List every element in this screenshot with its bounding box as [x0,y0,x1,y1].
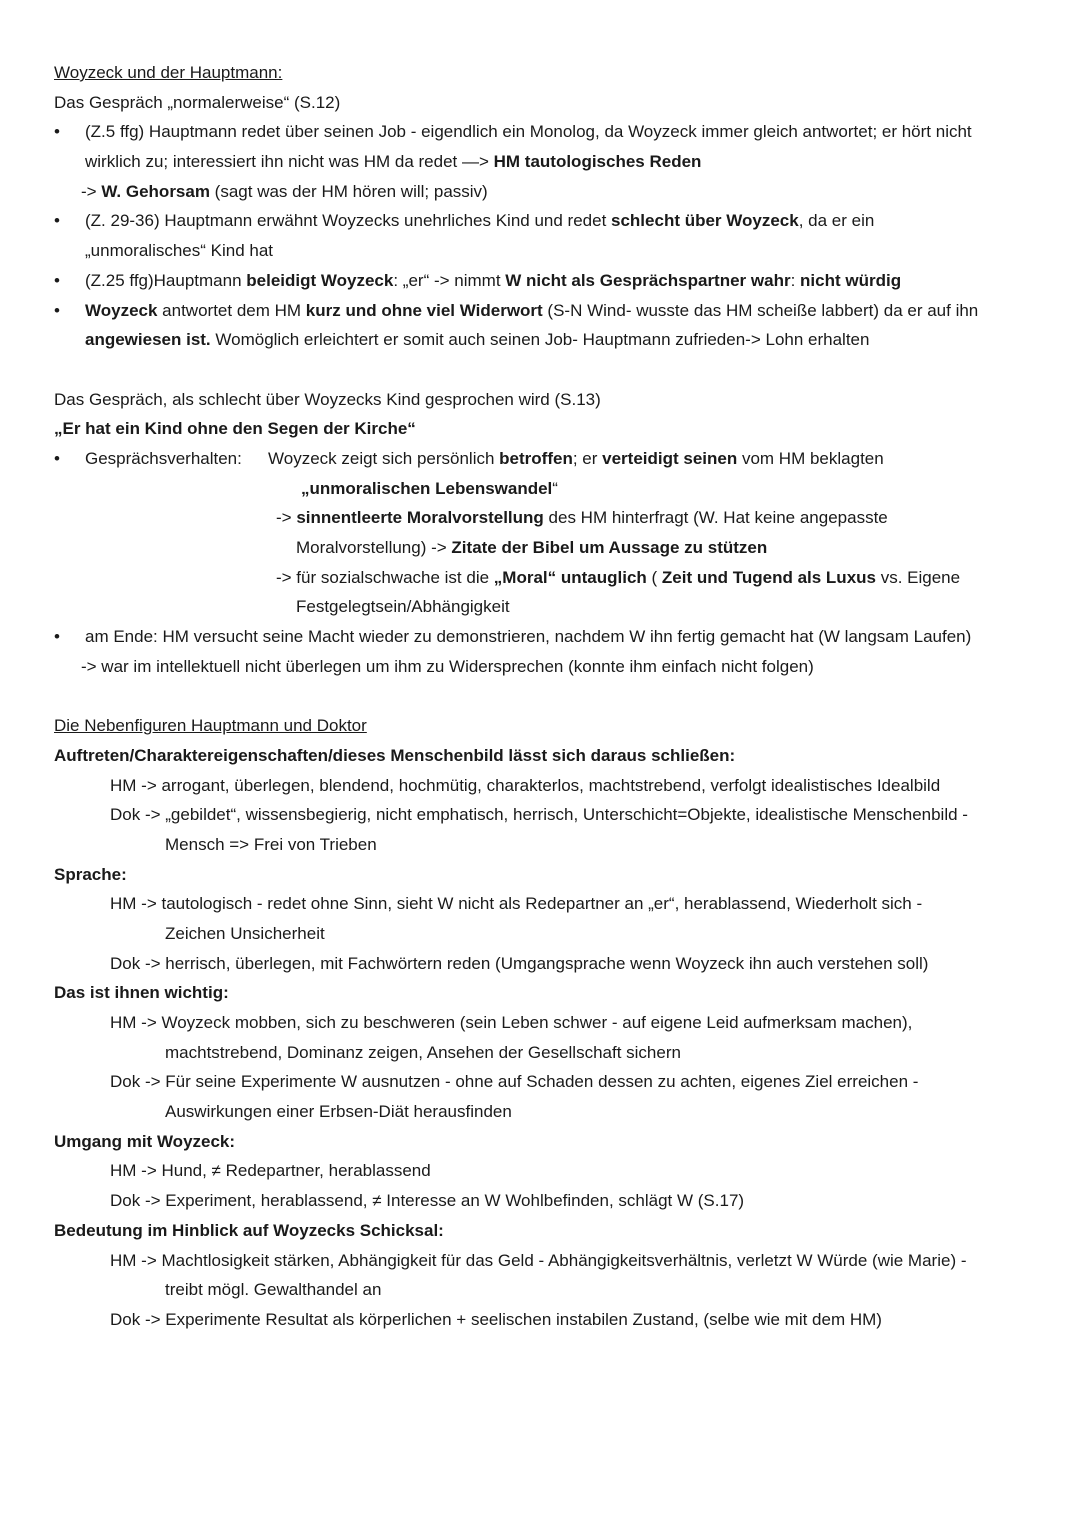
entry-dok: Dok -> Experimente Resultat als körperlichen + seelischen instabilen Zustand, (selbe wie mit dem HM) [110,1309,882,1329]
bold-text: kurz und ohne viel Widerwort [305,300,543,320]
label-text: Gesprächsverhalten: [85,448,242,468]
entry-hm: HM -> arrogant, überlegen, blendend, hochmütig, charakterlos, machtstrebend, verfolgt idealistisches Idealbild [110,775,941,795]
text: -> [81,181,102,201]
bullet-continuation: -> war im intellektuell nicht überlegen um ihm zu Widersprechen (konnte ihm einfach nicht folgen) [81,656,814,676]
entry-continuation: Mensch => Frei von Trieben [165,834,377,854]
entry-hm: HM -> tautologisch - redet ohne Sinn, sieht W nicht als Redepartner an „er“, herablassend, Wiederholt sich - [110,894,923,914]
bold-text: W nicht als Gesprächspartner wahr [505,270,791,290]
entry-continuation: machtstrebend, Dominanz zeigen, Ansehen der Gesellschaft sichern [165,1042,681,1062]
text: Woyzeck zeigt sich persönlich [268,448,500,468]
document-page [54,58,1044,1335]
text: vom HM beklagten [737,448,884,468]
text: Womöglich erleichtert er somit auch seinen Job- Hauptmann zufrieden-> Lohn erhalten [210,330,870,350]
bold-text: nicht würdig [800,270,902,290]
entry-dok: Dok -> herrisch, überlegen, mit Fachwörtern reden (Umgangsprache wenn Woyzeck ihn auch verstehen soll) [110,953,929,973]
text: am Ende: HM versucht seine Macht wieder zu demonstrieren, nachdem W ihn fertig gemacht hat (W langsam Laufen) [85,627,972,647]
bullet-icon: • [54,300,60,320]
entry-hm: HM -> Woyzeck mobben, sich zu beschweren (sein Leben schwer - auf eigene Leid aufmerksam machen), [110,1013,913,1032]
entry-dok: Dok -> Experiment, herablassend, ≠ Interesse an W Wohlbefinden, schlägt W (S.17) [110,1191,745,1211]
entry-hm: HM -> Machtlosigkeit stärken, Abhängigkeit für das Geld - Abhängigkeitsverhältnis, verletzt W Würde (wie Marie) - [110,1250,967,1270]
spacer [54,355,1044,385]
heading-sprache: Sprache: [54,864,127,884]
text: (Z.25 ffg)Hauptmann [85,270,247,290]
bullet-item-gespraechsverhalten [54,444,1044,474]
heading-wichtig: Das ist ihnen wichtig: [54,983,229,1003]
text: -> [276,508,297,528]
bold-text: „Moral“ untauglich [493,567,647,587]
bullet-continuation [54,533,1044,563]
bullet-continuation: „unmoralisches“ Kind hat [85,241,274,261]
text: -> für sozialschwache ist die [276,567,494,587]
bullet-item-antwortet-kurz [54,296,1044,326]
bold-text: verteidigt seinen [602,448,738,468]
section-title-kind-gespraech: Das Gespräch, als schlecht über Woyzecks Kind gesprochen wird (S.13) [54,389,601,409]
bold-text: Zitate der Bibel um Aussage zu stützen [451,538,768,557]
entry-continuation: treibt mögl. Gewalthandel an [165,1280,382,1300]
bullet-item-am-ende [54,622,1044,652]
bullet-continuation: Festgelegtsein/Abhängigkeit [296,597,510,617]
text: des HM hinterfragt (W. Hat keine angepasste [543,508,888,528]
bullet-icon: • [54,627,60,647]
text: “ [552,478,558,498]
text: (Z.5 ffg) Hauptmann redet über seinen Job - eigendlich ein Monolog, da Woyzeck immer gleich antwortet; er hört nicht [85,122,972,142]
bullet-icon: • [54,270,60,290]
section-subtitle-normal-conversation: Das Gespräch „normalerweise“ (S.12) [54,92,341,112]
spacer [54,681,1044,711]
entry-hm: HM -> Hund, ≠ Redepartner, herablassend [110,1161,431,1181]
entry-dok: Dok -> Für seine Experimente W ausnutzen - ohne auf Schaden dessen zu achten, eigenes Ziel erreichen - [110,1072,919,1092]
bullet-item-beleidigt [54,266,1044,296]
bullet-item-monolog [54,117,1044,147]
bold-text: beleidigt Woyzeck [246,270,394,290]
bullet-continuation [54,177,1044,207]
text: ; er [572,448,603,468]
text: : [790,270,801,290]
bold-text: angewiesen ist. [85,330,211,350]
bullet-item-unehrliches-kind [54,206,1044,236]
entry-continuation: Zeichen Unsicherheit [165,923,325,943]
entry-dok: Dok -> „gebildet“, wissensbegierig, nicht emphatisch, herrisch, Unterschicht=Objekte, idealistische Menschenbild - [110,805,968,825]
bold-text: schlecht über Woyzeck [611,211,799,231]
heading-bedeutung: Bedeutung im Hinblick auf Woyzecks Schicksal: [54,1220,444,1240]
text: : „er“ -> nimmt [393,270,506,290]
bold-text: W. Gehorsam [101,181,210,201]
bullet-icon: • [54,211,60,231]
text: vs. Eigene [875,567,961,587]
bullet-continuation [54,474,1044,504]
text: antwortet dem HM [157,300,306,320]
bullet-icon: • [54,448,60,468]
text: (S-N Wind- wusste das HM scheiße labbert) da er auf ihn [542,300,979,320]
bullet-continuation [54,563,1044,593]
bullet-continuation [54,147,1044,177]
bullet-continuation [54,325,1044,355]
bold-text: Woyzeck [85,300,158,320]
text: Moralvorstellung) -> [296,538,452,557]
bold-text: sinnentleerte Moralvorstellung [296,508,544,528]
heading-auftreten: Auftreten/Charaktereigenschaften/dieses Menschenbild lässt sich daraus schließen: [54,745,736,765]
section-title-woyzeck-hauptmann: Woyzeck und der Hauptmann: [54,63,283,82]
heading-umgang: Umgang mit Woyzeck: [54,1131,236,1151]
bold-text: betroffen [499,448,573,468]
bold-text: Zeit und Tugend als Luxus [661,567,876,587]
section-title-nebenfiguren: Die Nebenfiguren Hauptmann und Doktor [54,716,367,736]
bullet-continuation [54,503,1044,533]
text: , da er ein [798,211,875,231]
entry-continuation: Auswirkungen einer Erbsen-Diät herausfinden [165,1102,512,1122]
bold-text: „unmoralischen Lebenswandel [301,478,553,498]
text: (sagt was der HM hören will; passiv) [209,181,488,201]
text: (Z. 29-36) Hauptmann erwähnt Woyzecks unehrliches Kind und redet [85,211,612,231]
bullet-icon: • [54,122,60,142]
bold-text: HM tautologisches Reden [493,152,702,172]
text: wirklich zu; interessiert ihn nicht was HM da redet —> [85,152,494,172]
text: ( [646,567,662,587]
section-quote: „Er hat ein Kind ohne den Segen der Kirche“ [54,419,416,439]
